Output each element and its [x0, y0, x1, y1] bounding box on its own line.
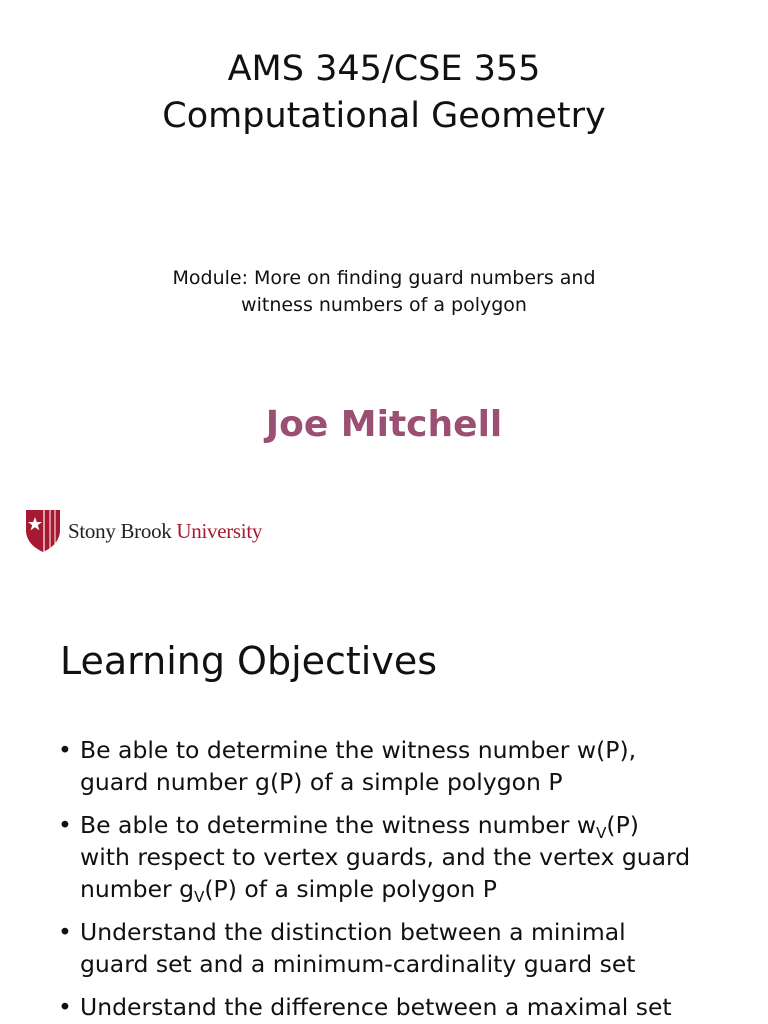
objective-2-line-3-pre: number g — [80, 875, 195, 903]
course-title — [0, 46, 768, 140]
list-item — [58, 991, 748, 1023]
university-name-part2: University — [176, 518, 263, 543]
objective-2-line-1-sub: V — [596, 824, 607, 842]
objectives-heading: Learning Objectives — [60, 639, 438, 683]
list-item — [58, 809, 748, 905]
objective-3-line-2: guard set and a minimum-cardinality guard set — [80, 950, 636, 978]
university-name — [68, 519, 262, 544]
university-logo — [24, 508, 262, 554]
university-name-part1: Stony Brook — [68, 518, 177, 543]
objective-1-line-1: Be able to determine the witness number w(P), — [80, 736, 637, 764]
module-description — [0, 265, 768, 319]
objective-1-line-2: guard number g(P) of a simple polygon P — [80, 768, 563, 796]
objective-2-line-2: with respect to vertex guards, and the vertex guard — [80, 843, 691, 871]
objective-4-line-1: Understand the difference between a maximal set — [80, 993, 672, 1021]
module-line-2: witness numbers of a polygon — [241, 294, 527, 316]
objective-3-line-1: Understand the distinction between a minimal — [80, 918, 626, 946]
objective-2-line-3-post: (P) of a simple polygon P — [204, 875, 497, 903]
stony-brook-star-shield-icon — [24, 508, 62, 554]
module-line-1: Module: More on finding guard numbers and — [172, 267, 596, 289]
list-item — [58, 916, 748, 980]
list-item — [58, 734, 748, 798]
objective-2-line-1-post: (P) — [606, 811, 639, 839]
bullet-icon: • — [58, 736, 72, 764]
objectives-list — [58, 734, 748, 1024]
objective-2-line-1-pre: Be able to determine the witness number w — [80, 811, 597, 839]
bullet-icon: • — [58, 993, 72, 1021]
course-code: AMS 345/CSE 355 — [227, 49, 541, 89]
objective-2-line-3-sub: V — [194, 888, 205, 906]
objectives-slide — [0, 600, 768, 1024]
bullet-icon: • — [58, 918, 72, 946]
course-name: Computational Geometry — [162, 96, 606, 136]
author-name: Joe Mitchell — [265, 404, 503, 445]
bullet-icon: • — [58, 811, 72, 839]
